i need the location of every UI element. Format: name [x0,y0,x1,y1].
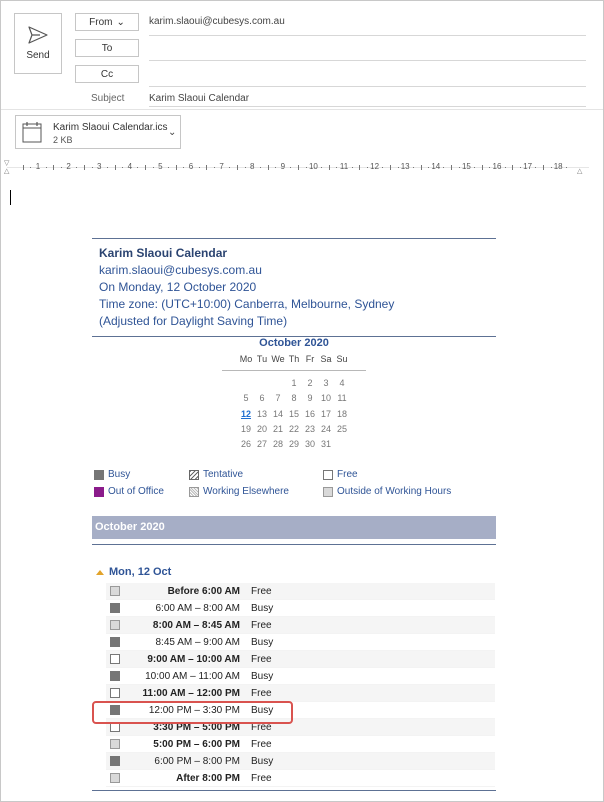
ruler-dot [520,167,521,168]
time-slot-row [106,634,495,651]
ruler-tick [268,165,269,170]
free-status-swatch [110,688,120,698]
ruler-dot [168,167,169,168]
legend-outside-label: Outside of Working Hours [337,486,452,497]
mini-calendar-day[interactable]: 7 [275,393,281,404]
mini-calendar-day[interactable]: 6 [259,393,265,404]
mini-calendar-day[interactable]: 19 [240,423,251,434]
mini-calendar-weekday: Sa [320,354,332,364]
mini-calendar-divider [222,370,366,371]
time-slot-row [106,770,495,787]
time-slot-status: Busy [251,603,274,614]
ruler-tick [359,165,360,170]
time-slot-row [106,600,495,617]
time-slot-range: 8:45 AM – 9:00 AM [155,637,240,648]
ruler-tick [421,165,422,170]
mini-calendar-day[interactable]: 17 [320,408,331,419]
from-value: karim.slaoui@cubesys.com.au [149,16,285,27]
mini-calendar-weekday: We [271,354,285,364]
busy-status-swatch [110,603,120,613]
legend-tentative [189,469,243,480]
mini-calendar-day[interactable]: 18 [336,408,347,419]
ruler-dot [551,167,552,168]
ruler-number: 14 [431,162,441,171]
ruler-number: 8 [249,162,255,171]
ruler-number: 15 [461,162,471,171]
legend-ooo-label: Out of Office [108,486,164,497]
busy-status-swatch [110,671,120,681]
mini-calendar-day[interactable]: 28 [272,439,283,450]
ruler-dot [76,167,77,168]
time-slot-range: 9:00 AM – 10:00 AM [147,654,240,665]
ruler-dot [30,167,31,168]
ruler-dot [290,167,291,168]
legend-busy [94,469,130,480]
ruler-dot [321,167,322,168]
mini-calendar-day[interactable]: 24 [320,423,331,434]
mini-calendar-day[interactable]: 22 [288,423,299,434]
time-slot-status: Free [251,739,272,750]
mini-calendar-day[interactable]: 9 [307,393,313,404]
text-cursor [10,190,11,205]
ruler-dot [275,167,276,168]
time-slot-range: 12:00 PM – 3:30 PM [148,705,240,716]
to-label: To [101,42,113,54]
ruler-number: 16 [492,162,502,171]
time-slot-row [106,736,495,753]
outside-hours-swatch [323,487,333,497]
ruler-dot [183,167,184,168]
time-slot-row [106,651,495,668]
highlight-box [92,701,293,724]
calendar-file-icon [22,121,42,143]
hanging-indent-marker-icon[interactable]: △ [4,168,10,175]
ruler-number: 2 [66,162,71,171]
ruler-tick [176,165,177,170]
busy-swatch [94,470,104,480]
ruler-number: 6 [188,162,194,171]
mini-calendar-day[interactable]: 3 [323,378,329,388]
cc-field[interactable] [149,86,586,87]
mini-calendar-day[interactable]: 26 [240,439,251,450]
time-slot-row [106,668,495,685]
time-slot-range: 5:00 PM – 6:00 PM [153,739,240,750]
ruler-number: 5 [158,162,163,171]
ruler-dot [46,167,47,168]
mini-calendar-day[interactable]: 16 [304,408,315,419]
ruler-number: 9 [280,162,286,171]
ruler-number: 13 [400,162,410,171]
ruler-tick [115,165,116,170]
time-slot-status: Busy [251,756,274,767]
time-slot-range: 8:00 AM – 8:45 AM [152,620,240,631]
ruler-tick [145,165,146,170]
mini-calendar-day[interactable]: 4 [339,378,345,388]
ruler-dot [260,167,261,168]
right-indent-marker-icon[interactable]: △ [577,168,583,175]
indent-marker-icon[interactable]: ▽ [4,160,10,167]
day-heading[interactable] [96,566,171,578]
ruler-dot [443,167,444,168]
ruler-dot [535,167,536,168]
ruler-dot [336,167,337,168]
time-slot-row [106,583,495,600]
ruler-tick [543,165,544,170]
ruler-dot [199,167,200,168]
ruler-number: 18 [553,162,563,171]
month-rule [92,544,496,545]
ruler-tick [298,165,299,170]
mini-calendar-weekday: Th [288,354,300,364]
cc-button[interactable] [75,65,139,83]
ruler-dot [382,167,383,168]
header-separator [1,109,603,110]
ruler-dot [214,167,215,168]
mini-calendar-month: October 2020 [259,337,329,349]
legend-outside-hours [323,486,451,497]
ruler-number: 7 [219,162,224,171]
time-slot-range: After 8:00 PM [176,773,240,784]
ruler-tick [482,165,483,170]
time-slot-row [106,753,495,770]
from-button[interactable] [75,13,139,31]
ruler-tick [329,165,330,170]
ruler-dot [474,167,475,168]
time-slot-status: Free [251,722,272,733]
calendar-info [92,238,496,337]
mini-calendar [222,337,366,450]
ruler-dot [428,167,429,168]
ruler-tick [53,165,54,170]
day-heading-label: Mon, 12 Oct [109,566,172,578]
time-slot-range: Before 6:00 AM [167,586,240,597]
mini-calendar-day[interactable]: 11 [337,393,347,404]
tentative-swatch [189,470,199,480]
ruler-dot [306,167,307,168]
mini-calendar-day[interactable]: 29 [288,439,299,450]
send-label: Send [26,50,50,61]
ruler-number: 4 [127,162,133,171]
bottom-rule [92,790,496,791]
free-status-swatch [110,654,120,664]
time-slot-status: Busy [251,705,274,716]
mini-calendar-day[interactable]: 10 [320,393,331,404]
ruler-tick [451,165,452,170]
time-slot-range: 6:00 PM – 8:00 PM [154,756,240,767]
calendar-timezone: Time zone: (UTC+10:00) Canberra, Melbourne, Sydney [99,297,395,311]
from-divider [149,35,586,36]
time-slot-range: 3:30 PM – 5:00 PM [153,722,240,733]
time-slot-status: Free [251,586,272,597]
chevron-down-icon: ⌄ [116,16,125,28]
legend-out-of-office [94,486,164,497]
ruler-dot [352,167,353,168]
ruler-dot [153,167,154,168]
subject-input[interactable]: Karim Slaoui Calendar [149,93,250,104]
legend-free [323,469,358,480]
ruler [1,159,601,175]
time-slot-range: 6:00 AM – 8:00 AM [155,603,240,614]
mini-calendar-weekday: Tu [256,354,268,364]
time-slot-range: 11:00 AM – 12:00 PM [142,688,240,699]
legend-busy-label: Busy [108,469,131,480]
mini-calendar-day[interactable]: 8 [291,393,297,404]
time-slot-row [106,617,495,634]
time-slot-range: 10:00 AM – 11:00 AM [145,671,240,682]
send-button[interactable] [14,13,62,74]
ruler-dot [229,167,230,168]
mini-calendar-day[interactable]: 21 [272,423,283,434]
ruler-number: 1 [35,162,41,171]
to-field[interactable] [149,60,586,61]
ruler-dot [107,167,108,168]
mini-calendar-day[interactable]: 25 [336,423,347,434]
time-slot-status: Busy [251,637,274,648]
legend-tentative-label: Tentative [203,469,244,480]
ruler-dot [245,167,246,168]
time-slot-status: Free [251,654,272,665]
from-label: From [89,16,113,28]
subject-divider [149,106,586,107]
mini-calendar-day[interactable]: 13 [256,408,267,419]
ruler-number: 12 [370,162,380,171]
ruler-tick [390,165,391,170]
ruler-tick [23,165,24,170]
ruler-dot [398,167,399,168]
ruler-dot [413,167,414,168]
calendar-date-line: On Monday, 12 October 2020 [99,280,257,294]
collapse-triangle-icon[interactable] [96,570,104,575]
mini-calendar-day[interactable]: 1 [291,378,297,388]
ruler-number: 10 [308,162,318,171]
calendar-email: karim.slaoui@cubesys.com.au [99,263,262,277]
calendar-title: Karim Slaoui Calendar [99,246,228,260]
legend-elsewhere-label: Working Elsewhere [203,486,289,497]
ruler-dot [489,167,490,168]
ruler-dot [367,167,368,168]
send-icon [28,26,48,44]
mini-calendar-day[interactable]: 27 [256,439,267,450]
out-of-office-swatch [94,487,104,497]
owh-status-swatch [110,586,120,596]
mini-calendar-day[interactable]: 5 [243,393,249,404]
attachment-menu-chevron-icon[interactable]: ⌄ [168,127,177,138]
mini-calendar-today[interactable]: 12 [240,408,251,419]
mini-calendar-weekday: Mo [239,354,253,364]
ruler-number: 17 [523,162,533,171]
mini-calendar-weekday: Fr [305,354,315,364]
ruler-dot [122,167,123,168]
subject-label: Subject [91,93,125,104]
ruler-tick [512,165,513,170]
time-slot-row [106,685,495,702]
month-heading: October 2020 [92,516,496,539]
ruler-dot [459,167,460,168]
attachment-chip[interactable] [15,115,181,149]
mini-calendar-weekday: Su [336,354,348,364]
ruler-dot [566,167,567,168]
time-slot-status: Free [251,620,272,631]
mini-calendar-day[interactable]: 2 [307,378,313,388]
ruler-number: 11 [339,162,349,171]
ruler-tick [84,165,85,170]
busy-status-swatch [110,756,120,766]
time-slot-status: Free [251,688,272,699]
ruler-tick [237,165,238,170]
legend-free-label: Free [337,469,358,480]
mini-calendar-day[interactable]: 31 [320,439,331,450]
ruler-dot [137,167,138,168]
ruler-number: 3 [96,162,102,171]
busy-status-swatch [110,637,120,647]
time-slot-status: Free [251,773,272,784]
time-slot-list [106,583,495,787]
mini-calendar-day[interactable]: 14 [272,408,283,419]
mini-calendar-day[interactable]: 15 [288,408,299,419]
attachment-name: Karim Slaoui Calendar.ics [53,122,168,133]
ruler-tick [206,165,207,170]
owh-status-swatch [110,739,120,749]
free-swatch [323,470,333,480]
working-elsewhere-swatch [189,487,199,497]
cc-label: Cc [100,68,114,80]
mini-calendar-day[interactable]: 23 [304,423,315,434]
time-slot-status: Busy [251,671,274,682]
owh-status-swatch [110,773,120,783]
mini-calendar-day[interactable]: 30 [304,439,315,450]
calendar-dst: (Adjusted for Daylight Saving Time) [99,314,288,328]
legend-working-elsewhere [189,486,289,497]
to-button[interactable] [75,39,139,57]
owh-status-swatch [110,620,120,630]
ruler-dot [92,167,93,168]
attachment-size: 2 KB [53,135,73,145]
ruler-dot [61,167,62,168]
mini-calendar-day[interactable]: 20 [256,423,267,434]
ruler-dot [505,167,506,168]
